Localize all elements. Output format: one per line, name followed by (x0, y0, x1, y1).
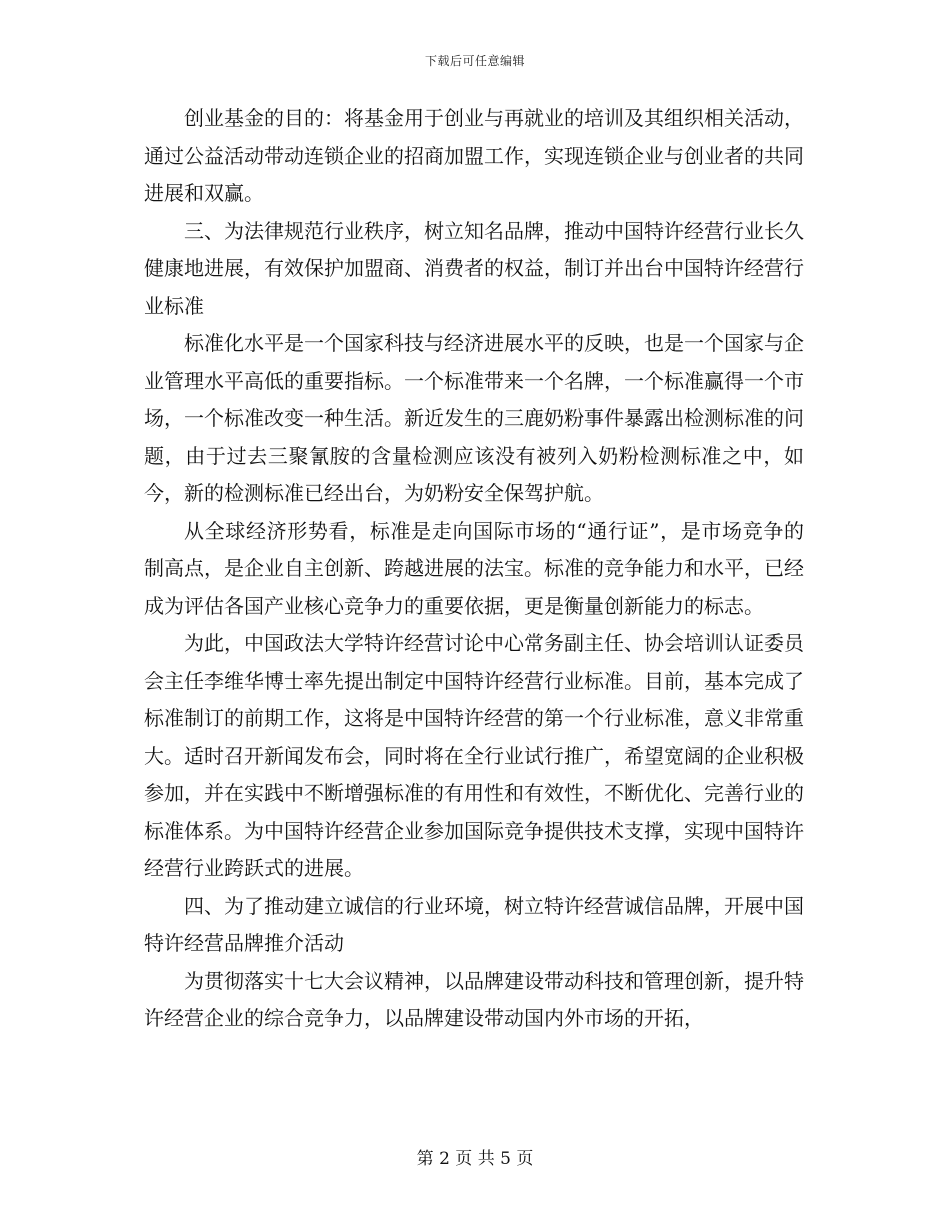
paragraph-standard-initiative: 为此，中国政法大学特许经营讨论中心常务副主任、协会培训认证委员会主任李维华博士率先提出制定中国特许经营行业标准。目前，基本完成了标准制订的前期工作，这将是中国特许经营的第一个行业标准，意义非常重大。适时召开新闻发布会，同时将在全行业试行推广，希望宽阔的企业积极参加，并在实践中不断增强标准的有用性和有效性，不断优化、完善行业的标准体系。为中国特许经营企业参加国际竞争提供技术支撑，实现中国特许经营行业跨跃式的进展。 (144, 631, 804, 880)
paragraph-fund-purpose: 创业基金的目的：将基金用于创业与再就业的培训及其组织相关活动，通过公益活动带动连锁企业的招商加盟工作，实现连锁企业与创业者的共同进展和双赢。 (144, 106, 804, 205)
paragraph-section-four-heading: 四、为了推动建立诚信的行业环境，树立特许经营诚信品牌，开展中国特许经营品牌推介活动 (144, 893, 804, 955)
page-number-footer: 第 2 页 共 5 页 (416, 1149, 534, 1169)
paragraph-global-economy: 从全球经济形势看，标准是走向国际市场的“通行证”，是市场竞争的制高点，是企业自主创新、跨越进展的法宝。标准的竞争能力和水平，已经成为评估各国产业核心竞争力的重要依据，更是衡量创新能力的标志。 (144, 518, 804, 618)
paragraph-section-three-heading: 三、为法律规范行业秩序，树立知名品牌，推动中国特许经营行业长久健康地进展，有效保护加盟商、消费者的权益，制订并出台中国特许经营行业标准 (144, 218, 804, 318)
page-header: 下载后可任意编辑 (424, 54, 525, 68)
paragraph-brand-building: 为贯彻落实十七大会议精神，以品牌建设带动科技和管理创新，提升特许经营企业的综合竞争力，以品牌建设带动国内外市场的开拓， (144, 968, 804, 1030)
paragraph-standardization: 标准化水平是一个国家科技与经济进展水平的反映，也是一个国家与企业管理水平高低的重要指标。一个标准带来一个名牌，一个标准赢得一个市场，一个标准改变一种生活。新近发生的三鹿奶粉事件暴露出检测标准的问题，由于过去三聚氰胺的含量检测应该没有被列入奶粉检测标准之中，如今，新的检测标准已经出台，为奶粉安全保驾护航。 (144, 331, 804, 505)
document-body (144, 100, 804, 1038)
